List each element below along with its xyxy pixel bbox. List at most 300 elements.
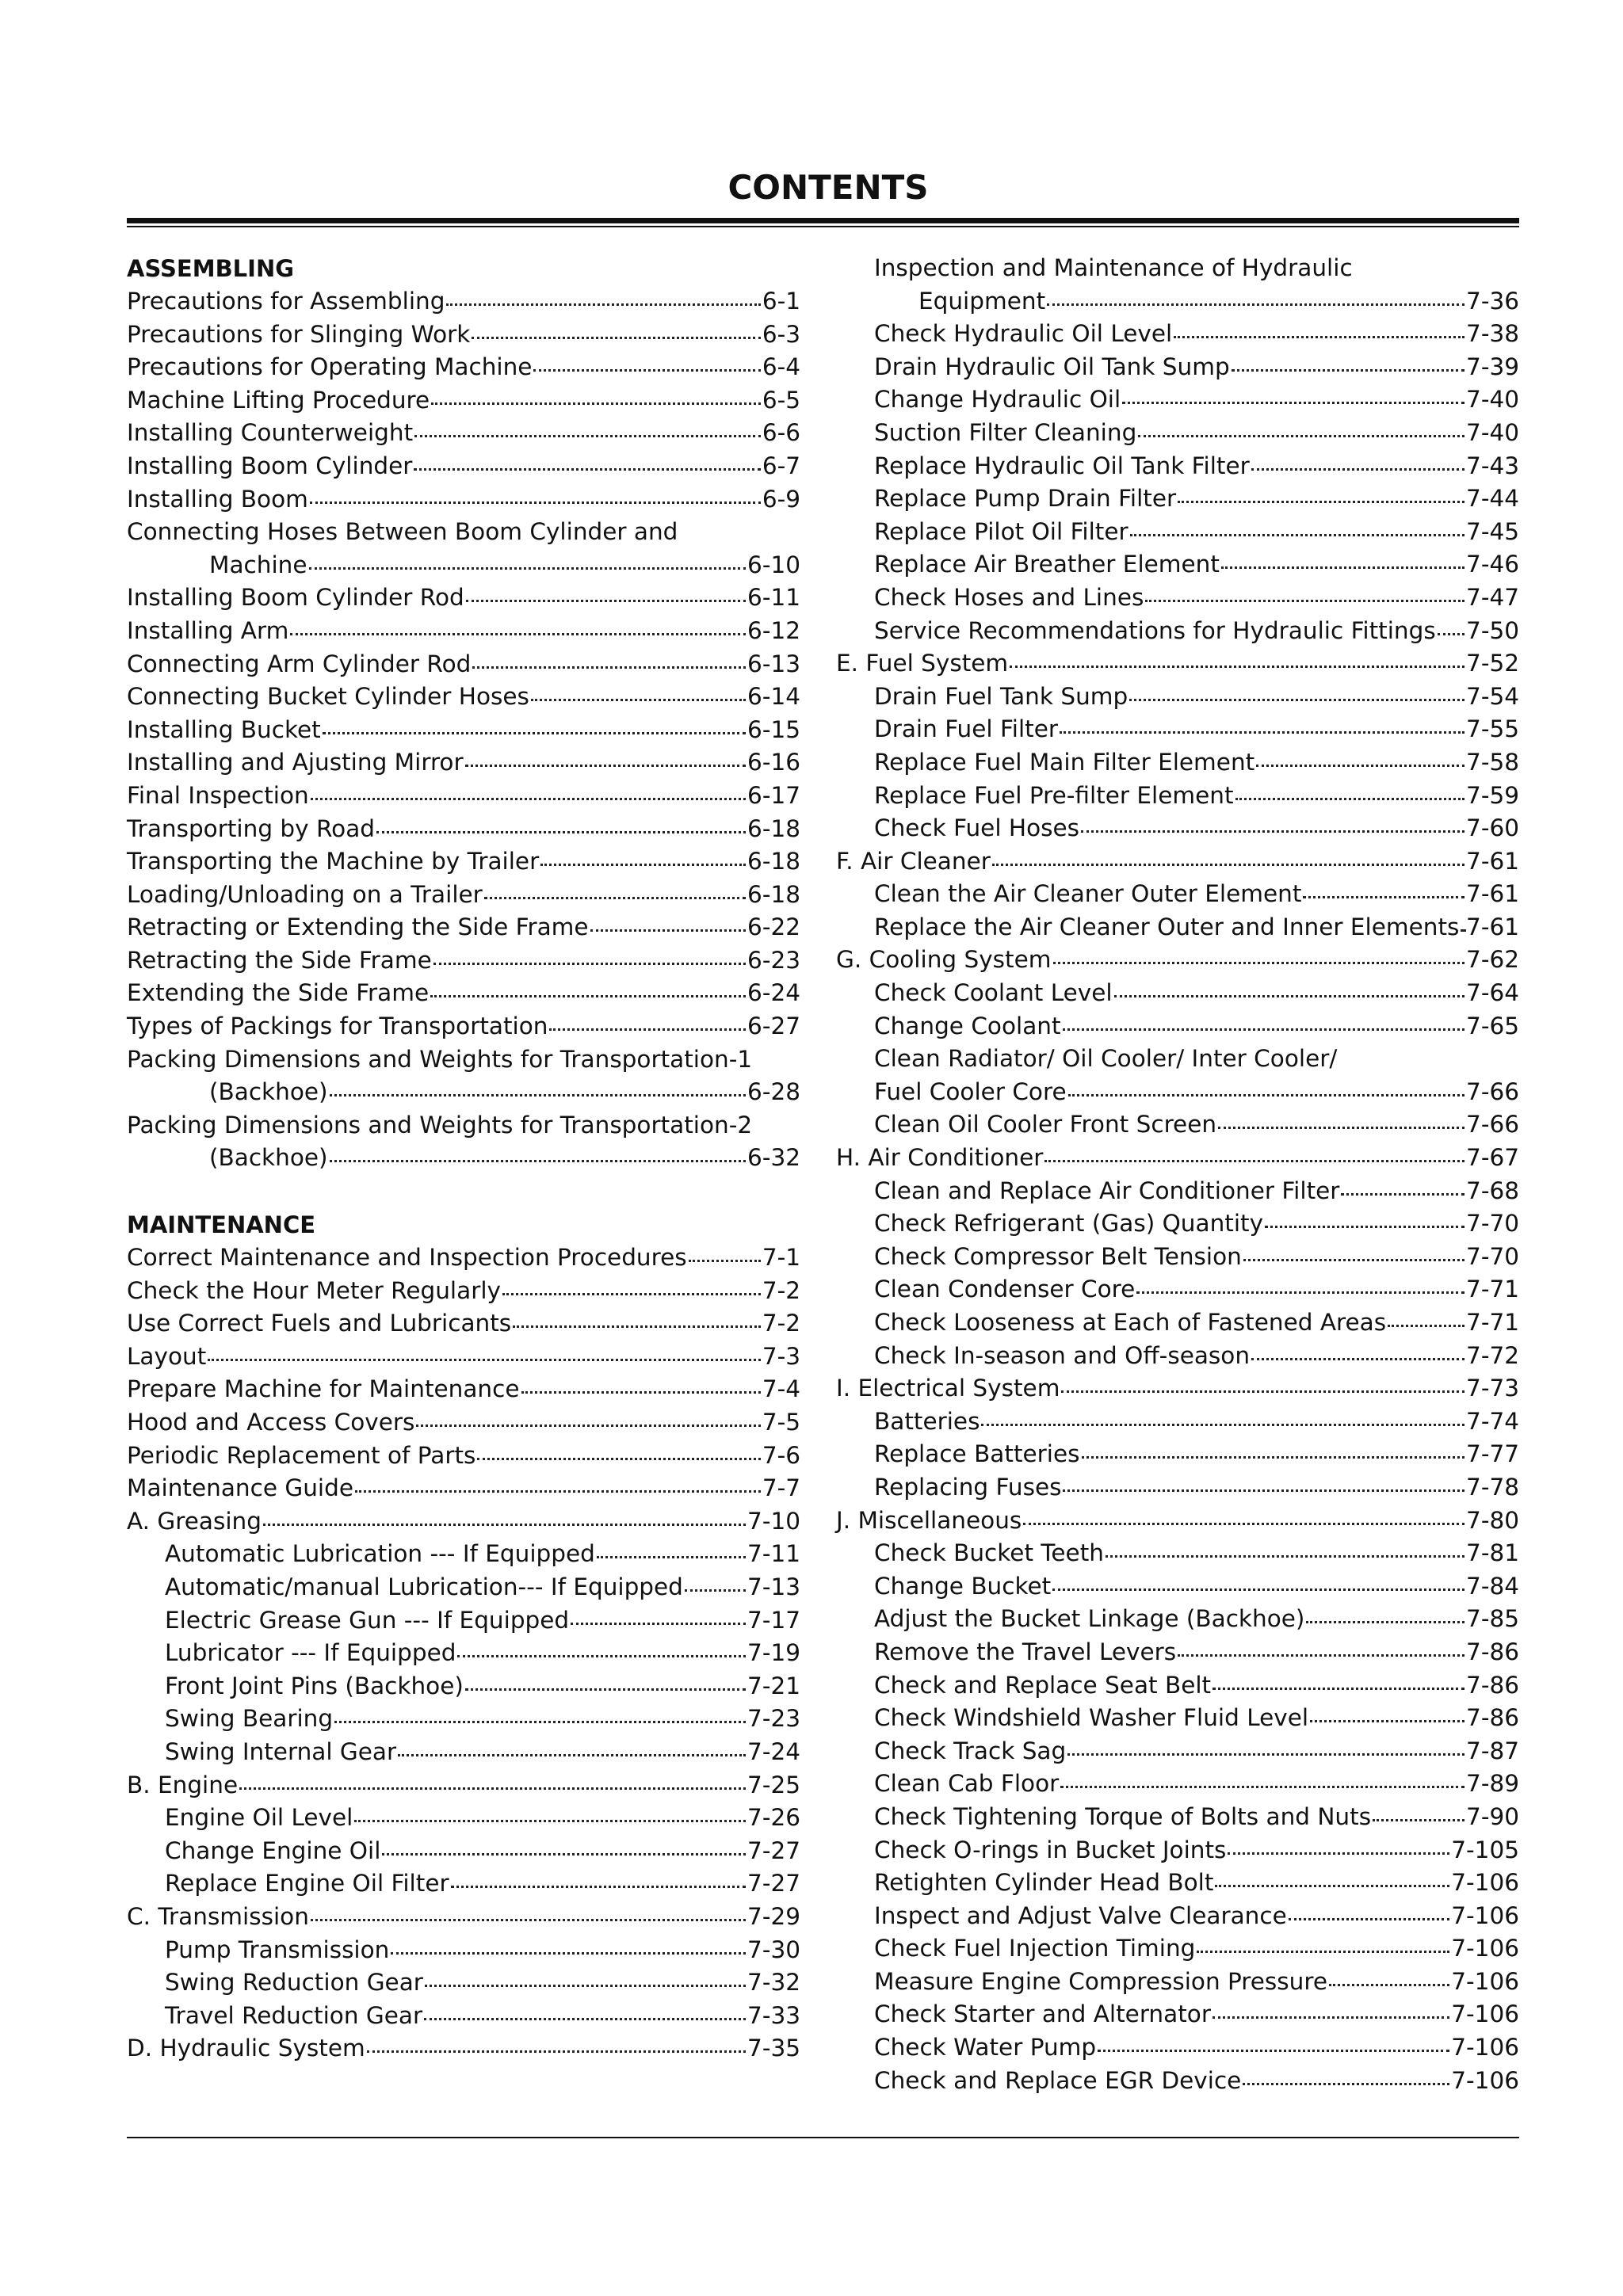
toc-entry-title: Replace Pilot Oil Filter — [874, 517, 1128, 545]
toc-entry-page: 7-39 — [1466, 353, 1519, 380]
toc-entry — [127, 1966, 800, 2000]
toc-entry-title: Transporting by Road — [127, 814, 376, 842]
toc-leader-dots — [992, 864, 1465, 866]
toc-entry-page: 7-71 — [1466, 1276, 1519, 1303]
toc-entry — [127, 384, 800, 418]
toc-entry — [836, 1471, 1519, 1505]
toc-entry-page: 7-40 — [1466, 386, 1519, 414]
toc-entry — [127, 813, 800, 846]
toc-leader-dots — [239, 1787, 746, 1790]
toc-entry-page: 6-16 — [747, 749, 800, 776]
toc-entry — [127, 450, 800, 483]
toc-entry — [127, 483, 800, 517]
toc-entry — [127, 648, 800, 681]
toc-entry-title: G. Cooling System — [836, 946, 1052, 974]
toc-entry — [836, 1636, 1519, 1669]
toc-entry-title: C. Transmission — [127, 1902, 309, 1930]
toc-entry-title: Clean the Air Cleaner Outer Element — [874, 880, 1302, 908]
toc-entry-title: Automatic/manual Lubrication--- If Equipped — [165, 1573, 683, 1600]
toc-entry-page: 7-2 — [762, 1310, 800, 1337]
toc-entry — [836, 977, 1519, 1010]
toc-leader-dots — [571, 1623, 746, 1625]
toc-leader-dots — [391, 1952, 746, 1955]
toc-entry-title: Check Refrigerant (Gas) Quantity — [874, 1210, 1264, 1238]
toc-leader-dots — [1243, 2083, 1449, 2085]
toc-leader-dots — [1306, 1621, 1465, 1623]
toc-leader-dots — [1265, 1226, 1465, 1228]
toc-entry-title: Clean Radiator/ Oil Cooler/ Inter Cooler/ — [874, 1045, 1338, 1073]
toc-entry-title: Fuel Cooler Core — [874, 1077, 1067, 1105]
toc-entry — [127, 1736, 800, 1769]
toc-entry-title: Layout — [127, 1342, 207, 1370]
toc-entry-title: B. Engine — [127, 1771, 239, 1798]
toc-entry — [127, 1472, 800, 1505]
toc-entry — [836, 845, 1519, 879]
toc-entry-title: Packing Dimensions and Weights for Transportation-1 — [127, 1045, 753, 1073]
toc-leader-dots — [689, 1260, 761, 1262]
toc-entry-title: Transporting the Machine by Trailer — [127, 848, 540, 875]
toc-leader-dots — [1047, 303, 1465, 306]
toc-entry-title: Check In-season and Off-season — [874, 1341, 1251, 1369]
toc-entry-title: Replace the Air Cleaner Outer and Inner Elements — [874, 913, 1460, 940]
toc-entry — [836, 450, 1519, 483]
toc-entry-page: 7-59 — [1466, 781, 1519, 809]
toc-leader-dots — [414, 435, 761, 437]
toc-leader-dots — [1122, 402, 1465, 404]
toc-leader-dots — [433, 963, 746, 965]
toc-leader-dots — [330, 1094, 747, 1097]
toc-entry — [836, 1306, 1519, 1340]
toc-entry-page: 7-47 — [1466, 583, 1519, 611]
toc-entry-page: 6-23 — [747, 946, 800, 974]
footer-rule — [127, 2137, 1519, 2138]
toc-entry-page: 7-77 — [1466, 1440, 1519, 1468]
toc-leader-dots — [1114, 995, 1465, 997]
toc-entry-page: 7-61 — [1466, 913, 1519, 940]
toc-entry-title: I. Electrical System — [836, 1375, 1060, 1402]
toc-entry-page: 7-13 — [747, 1573, 800, 1600]
toc-entry — [127, 1769, 800, 1802]
toc-entry-title: A. Greasing — [127, 1507, 262, 1535]
toc-entry — [127, 318, 800, 352]
toc-entry — [836, 1735, 1519, 1768]
toc-entry-page: 7-36 — [1466, 287, 1519, 315]
toc-entry-title: Change Bucket — [874, 1572, 1052, 1600]
toc-leader-dots — [457, 1655, 746, 1657]
toc-entry-title: H. Air Conditioner — [836, 1144, 1044, 1172]
toc-entry-title: Retracting or Extending the Side Frame — [127, 913, 589, 941]
toc-leader-dots — [502, 1293, 761, 1295]
toc-entry-title: Precautions for Assembling — [127, 288, 445, 315]
toc-entry-page: 6-1 — [762, 288, 800, 315]
toc-leader-dots — [477, 1458, 760, 1460]
toc-entry-page: 6-15 — [747, 715, 800, 743]
toc-entry-page: 6-4 — [762, 353, 800, 381]
toc-leader-dots — [1010, 666, 1465, 668]
section-heading-maintenance: MAINTENANCE — [127, 1211, 316, 1239]
toc-entry-title: Types of Packings for Transportation — [127, 1013, 548, 1040]
section-gap — [127, 1175, 800, 1208]
toc-leader-dots — [416, 1425, 760, 1427]
toc-entry-title: Remove the Travel Levers — [874, 1638, 1177, 1665]
toc-entry — [836, 482, 1519, 516]
toc-entry — [127, 1307, 800, 1341]
page-title: CONTENTS — [727, 168, 929, 207]
toc-entry — [127, 1901, 800, 1934]
toc-entry-title: Check Tightening Torque of Bolts and Nuts — [874, 1802, 1372, 1830]
toc-entry-title: Maintenance Guide — [127, 1474, 353, 1502]
toc-entry — [836, 1142, 1519, 1175]
toc-leader-dots — [685, 1589, 746, 1592]
toc-entry — [836, 1998, 1519, 2031]
toc-entry-title: Check Windshield Washer Fluid Level — [874, 1704, 1309, 1732]
toc-entry-title: J. Miscellaneous — [836, 1506, 1022, 1534]
toc-leader-dots — [1235, 798, 1465, 800]
toc-leader-dots — [466, 600, 746, 602]
toc-entry — [127, 1043, 800, 1077]
toc-entry — [836, 1669, 1519, 1703]
toc-entry-page: 6-3 — [762, 320, 800, 348]
toc-entry — [836, 383, 1519, 417]
toc-entry — [836, 548, 1519, 582]
toc-entry-page: 7-2 — [762, 1276, 800, 1304]
toc-entry-title: Installing Bucket — [127, 715, 321, 743]
toc-entry-page: 7-27 — [747, 1870, 800, 1897]
toc-entry-title: Batteries — [874, 1407, 980, 1435]
toc-entry — [127, 879, 800, 912]
toc-entry — [127, 285, 800, 318]
toc-entry — [127, 944, 800, 978]
toc-leader-dots — [1138, 435, 1465, 437]
toc-leader-dots — [430, 995, 746, 997]
toc-entry-page: 7-38 — [1466, 320, 1519, 348]
toc-entry — [836, 1932, 1519, 1966]
toc-entry — [127, 582, 800, 615]
toc-entry-title: Inspect and Adjust Valve Clearance — [874, 1901, 1287, 1929]
toc-entry-page: 7-25 — [747, 1771, 800, 1798]
toc-leader-dots — [1060, 731, 1465, 734]
toc-entry-page: 7-24 — [747, 1737, 800, 1765]
toc-entry-title: Final Inspection — [127, 781, 309, 809]
toc-entry-title: Suction Filter Cleaning — [874, 418, 1137, 446]
toc-entry-title: Packing Dimensions and Weights for Transportation-2 — [127, 1111, 753, 1138]
toc-entry-page: 7-68 — [1466, 1177, 1519, 1204]
toc-entry-title: Change Coolant — [874, 1012, 1061, 1039]
toc-entry-title: Check Hydraulic Oil Level — [874, 320, 1173, 348]
toc-entry-page: 7-7 — [762, 1474, 800, 1502]
toc-leader-dots — [1082, 1456, 1465, 1459]
toc-leader-dots — [1081, 830, 1465, 833]
toc-entry-title: Installing Boom — [127, 485, 308, 513]
toc-entry-title: Hood and Access Covers — [127, 1409, 415, 1436]
toc-entry — [836, 1108, 1519, 1142]
toc-entry-page: 7-70 — [1466, 1210, 1519, 1238]
toc-entry-page: 7-29 — [747, 1902, 800, 1930]
toc-entry — [836, 1867, 1519, 1900]
toc-entry — [836, 1372, 1519, 1405]
toc-entry-title: Equipment — [918, 287, 1046, 315]
toc-entry-page: 7-35 — [747, 2035, 800, 2062]
toc-leader-dots — [472, 666, 746, 669]
toc-entry-page: 7-60 — [1466, 814, 1519, 842]
toc-entry-page: 7-72 — [1466, 1341, 1519, 1369]
toc-entry — [127, 516, 800, 549]
toc-entry — [836, 1043, 1519, 1076]
toc-entry-title: Engine Oil Level — [165, 1804, 353, 1832]
toc-entry-title: Check Fuel Hoses — [874, 814, 1080, 842]
toc-entry — [836, 878, 1519, 911]
toc-entry-page: 7-1 — [762, 1244, 800, 1272]
toc-entry-title: Swing Internal Gear — [165, 1737, 397, 1765]
toc-leader-dots — [311, 798, 746, 800]
toc-entry-page: 6-22 — [747, 913, 800, 941]
toc-entry-title: Check Fuel Injection Timing — [874, 1935, 1196, 1962]
toc-leader-dots — [981, 1424, 1465, 1426]
toc-entry-page: 7-58 — [1466, 748, 1519, 776]
toc-leader-dots — [1136, 1291, 1465, 1294]
toc-entry-page: 7-17 — [747, 1606, 800, 1634]
toc-entry-page: 7-73 — [1466, 1375, 1519, 1402]
toc-entry — [127, 1571, 800, 1604]
toc-entry-page: 7-85 — [1466, 1605, 1519, 1633]
toc-entry — [836, 1702, 1519, 1735]
toc-entry-title: Adjust the Bucket Linkage (Backhoe) — [874, 1605, 1305, 1633]
toc-entry — [127, 1275, 800, 1308]
toc-entry-title: Connecting Hoses Between Boom Cylinder and — [127, 518, 678, 546]
toc-entry-page: 6-17 — [747, 781, 800, 809]
toc-entry — [836, 1273, 1519, 1306]
toc-leader-dots — [1060, 1786, 1465, 1788]
toc-leader-dots — [465, 1688, 746, 1691]
toc-entry-page: 6-14 — [747, 683, 800, 711]
toc-entry — [127, 714, 800, 747]
toc-entry-title: Installing Counterweight — [127, 419, 414, 447]
toc-entry-page: 7-46 — [1466, 551, 1519, 578]
toc-leader-dots — [309, 567, 747, 570]
toc-entry-title: Replace Batteries — [874, 1440, 1080, 1468]
toc-entry-page: 7-43 — [1466, 452, 1519, 479]
toc-entry-page: 7-32 — [747, 1969, 800, 1997]
toc-leader-dots — [1256, 765, 1465, 767]
toc-leader-dots — [355, 1490, 761, 1493]
toc-leader-dots — [1197, 1951, 1449, 1953]
toc-entry-page: 6-27 — [747, 1013, 800, 1040]
toc-leader-dots — [424, 2018, 746, 2020]
toc-entry-title: Lubricator --- If Equipped — [165, 1639, 456, 1667]
toc-entry-page: 7-86 — [1466, 1638, 1519, 1665]
toc-entry — [836, 746, 1519, 780]
toc-entry-title: Change Hydraulic Oil — [874, 386, 1121, 414]
toc-entry-page: 7-81 — [1466, 1539, 1519, 1567]
toc-entry — [836, 1340, 1519, 1373]
toc-entry-page: 7-26 — [747, 1804, 800, 1832]
toc-entry — [836, 1505, 1519, 1538]
toc-leader-dots — [310, 502, 761, 504]
toc-entry — [836, 1768, 1519, 1801]
toc-entry-page: 6-32 — [747, 1144, 800, 1172]
toc-leader-dots — [549, 1028, 746, 1031]
toc-leader-dots — [354, 1820, 746, 1822]
toc-entry — [836, 2031, 1519, 2065]
toc-entry-title: Retighten Cylinder Head Bolt — [874, 1869, 1214, 1897]
toc-leader-dots — [465, 765, 746, 767]
toc-leader-dots — [1221, 566, 1465, 569]
toc-entry-title: Extending the Side Frame — [127, 979, 430, 1007]
toc-entry-page: 7-44 — [1466, 485, 1519, 513]
toc-entry-title: Check Bucket Teeth — [874, 1539, 1104, 1567]
toc-entry-page: 7-52 — [1466, 650, 1519, 677]
toc-leader-dots — [1228, 1852, 1449, 1855]
toc-entry — [127, 549, 800, 582]
toc-entry-page: 7-45 — [1466, 517, 1519, 545]
toc-entry-page: 7-106 — [1451, 2000, 1519, 2028]
toc-entry — [836, 1175, 1519, 1208]
toc-entry-page: 7-61 — [1466, 847, 1519, 875]
toc-entry-title: Drain Hydraulic Oil Tank Sump — [874, 353, 1230, 380]
toc-leader-dots — [263, 1524, 746, 1526]
toc-leader-dots — [1388, 1325, 1465, 1327]
toc-entry-title: Replace Air Breather Element — [874, 551, 1220, 578]
toc-entry-page: 7-65 — [1466, 1012, 1519, 1039]
toc-leader-dots — [1341, 1193, 1465, 1196]
maintenance-list — [127, 1241, 800, 2065]
title-rule-thick — [127, 218, 1519, 223]
toc-entry — [127, 1341, 800, 1374]
toc-entry-page: 6-6 — [762, 419, 800, 447]
toc-entry — [127, 1406, 800, 1440]
toc-leader-dots — [540, 864, 746, 866]
toc-entry — [127, 1440, 800, 1473]
toc-leader-dots — [1044, 1160, 1465, 1162]
toc-entry — [836, 615, 1519, 648]
toc-entry-page: 7-80 — [1466, 1506, 1519, 1534]
toc-entry-title: Installing and Ajusting Mirror — [127, 749, 464, 776]
toc-leader-dots — [1068, 1094, 1465, 1097]
toc-entry-page: 7-23 — [747, 1705, 800, 1733]
toc-entry-page: 7-106 — [1451, 1901, 1519, 1929]
toc-entry — [127, 1670, 800, 1703]
toc-leader-dots — [472, 337, 760, 339]
toc-entry-title: Check Starter and Alternator — [874, 2000, 1211, 2028]
toc-entry-title: Correct Maintenance and Inspection Procedures — [127, 1244, 687, 1272]
toc-entry — [836, 1834, 1519, 1867]
toc-entry — [836, 1438, 1519, 1471]
toc-entry-page: 7-5 — [762, 1409, 800, 1436]
toc-entry-page: 7-89 — [1466, 1770, 1519, 1798]
toc-entry-title: Replace Pump Drain Filter — [874, 485, 1177, 513]
toc-entry — [127, 1604, 800, 1638]
toc-leader-dots — [1310, 1720, 1465, 1722]
toc-entry-page: 7-105 — [1451, 1836, 1519, 1863]
toc-leader-dots — [1061, 1390, 1465, 1393]
toc-leader-dots — [1129, 699, 1465, 701]
toc-leader-dots — [1023, 1523, 1465, 1525]
toc-entry-title: Check the Hour Meter Regularly — [127, 1276, 501, 1304]
toc-entry — [836, 681, 1519, 714]
toc-entry — [836, 713, 1519, 746]
toc-entry — [127, 977, 800, 1010]
toc-entry-page: 7-67 — [1466, 1144, 1519, 1172]
toc-entry — [127, 845, 800, 879]
toc-entry — [836, 1076, 1519, 1109]
toc-entry — [127, 2032, 800, 2065]
toc-entry-page: 7-84 — [1466, 1572, 1519, 1600]
maintenance-continued-list — [836, 252, 1519, 2097]
toc-leader-dots — [521, 1391, 761, 1394]
toc-entry-page: 7-106 — [1451, 1967, 1519, 1995]
toc-leader-dots — [1251, 1358, 1465, 1360]
toc-entry-title: Drain Fuel Tank Sump — [874, 682, 1128, 710]
toc-leader-dots — [1289, 1918, 1450, 1920]
toc-entry-title: Installing Arm — [127, 616, 289, 644]
toc-leader-dots — [367, 2050, 746, 2053]
toc-entry-title: Check Looseness at Each of Fastened Areas — [874, 1309, 1387, 1336]
toc-entry-title: Replacing Fuses — [874, 1473, 1062, 1501]
toc-entry-page: 6-18 — [747, 814, 800, 842]
toc-leader-dots — [323, 732, 746, 734]
toc-leader-dots — [1461, 929, 1465, 932]
toc-entry-page: 7-90 — [1466, 1802, 1519, 1830]
toc-leader-dots — [1303, 896, 1465, 898]
toc-leader-dots — [334, 1721, 746, 1723]
toc-entry — [836, 1207, 1519, 1241]
toc-entry-page: 6-13 — [747, 650, 800, 677]
toc-leader-dots — [290, 633, 746, 635]
toc-leader-dots — [1067, 1753, 1465, 1756]
toc-entry-title: Precautions for Operating Machine — [127, 353, 533, 381]
toc-entry — [836, 1537, 1519, 1570]
toc-entry-page: 6-18 — [747, 848, 800, 875]
toc-entry-title: Machine — [209, 551, 307, 578]
toc-leader-dots — [446, 303, 760, 306]
toc-entry-title: Automatic Lubrication --- If Equipped — [165, 1540, 595, 1568]
toc-entry-title: Machine Lifting Procedure — [127, 386, 430, 414]
toc-leader-dots — [1243, 1259, 1465, 1261]
toc-entry-page: 7-66 — [1466, 1077, 1519, 1105]
toc-entry-title: Use Correct Fuels and Lubricants — [127, 1310, 512, 1337]
toc-entry — [836, 647, 1519, 681]
toc-leader-dots — [1098, 2050, 1449, 2052]
toc-entry-title: Front Joint Pins (Backhoe) — [165, 1672, 464, 1699]
toc-entry — [836, 2065, 1519, 2098]
toc-entry-title: (Backhoe) — [209, 1078, 328, 1106]
toc-leader-dots — [531, 699, 746, 701]
toc-entry-page: 6-12 — [747, 616, 800, 644]
toc-entry — [836, 516, 1519, 549]
toc-entry — [836, 582, 1519, 615]
toc-entry — [836, 1570, 1519, 1604]
toc-entry — [836, 812, 1519, 845]
toc-entry-page: 7-66 — [1466, 1111, 1519, 1138]
toc-leader-dots — [431, 402, 761, 405]
toc-entry-title: Clean Cab Floor — [874, 1770, 1060, 1798]
toc-entry — [127, 1867, 800, 1901]
toc-entry-page: 7-86 — [1466, 1704, 1519, 1732]
toc-entry — [127, 1241, 800, 1275]
toc-leader-dots — [1212, 2016, 1449, 2019]
toc-entry-page: 7-50 — [1466, 616, 1519, 644]
toc-entry-page: 7-4 — [762, 1375, 800, 1403]
toc-entry-title: Installing Boom Cylinder Rod — [127, 584, 464, 612]
toc-entry-title: Replace Fuel Pre-filter Element — [874, 781, 1234, 809]
toc-entry — [127, 681, 800, 714]
toc-leader-dots — [1174, 336, 1465, 338]
toc-entry-page: 6-9 — [762, 485, 800, 513]
toc-leader-dots — [1063, 1489, 1465, 1492]
toc-entry-page: 7-33 — [747, 2001, 800, 2029]
toc-entry-page: 6-18 — [747, 880, 800, 908]
toc-entry-title: Inspection and Maintenance of Hydraulic — [874, 254, 1353, 281]
